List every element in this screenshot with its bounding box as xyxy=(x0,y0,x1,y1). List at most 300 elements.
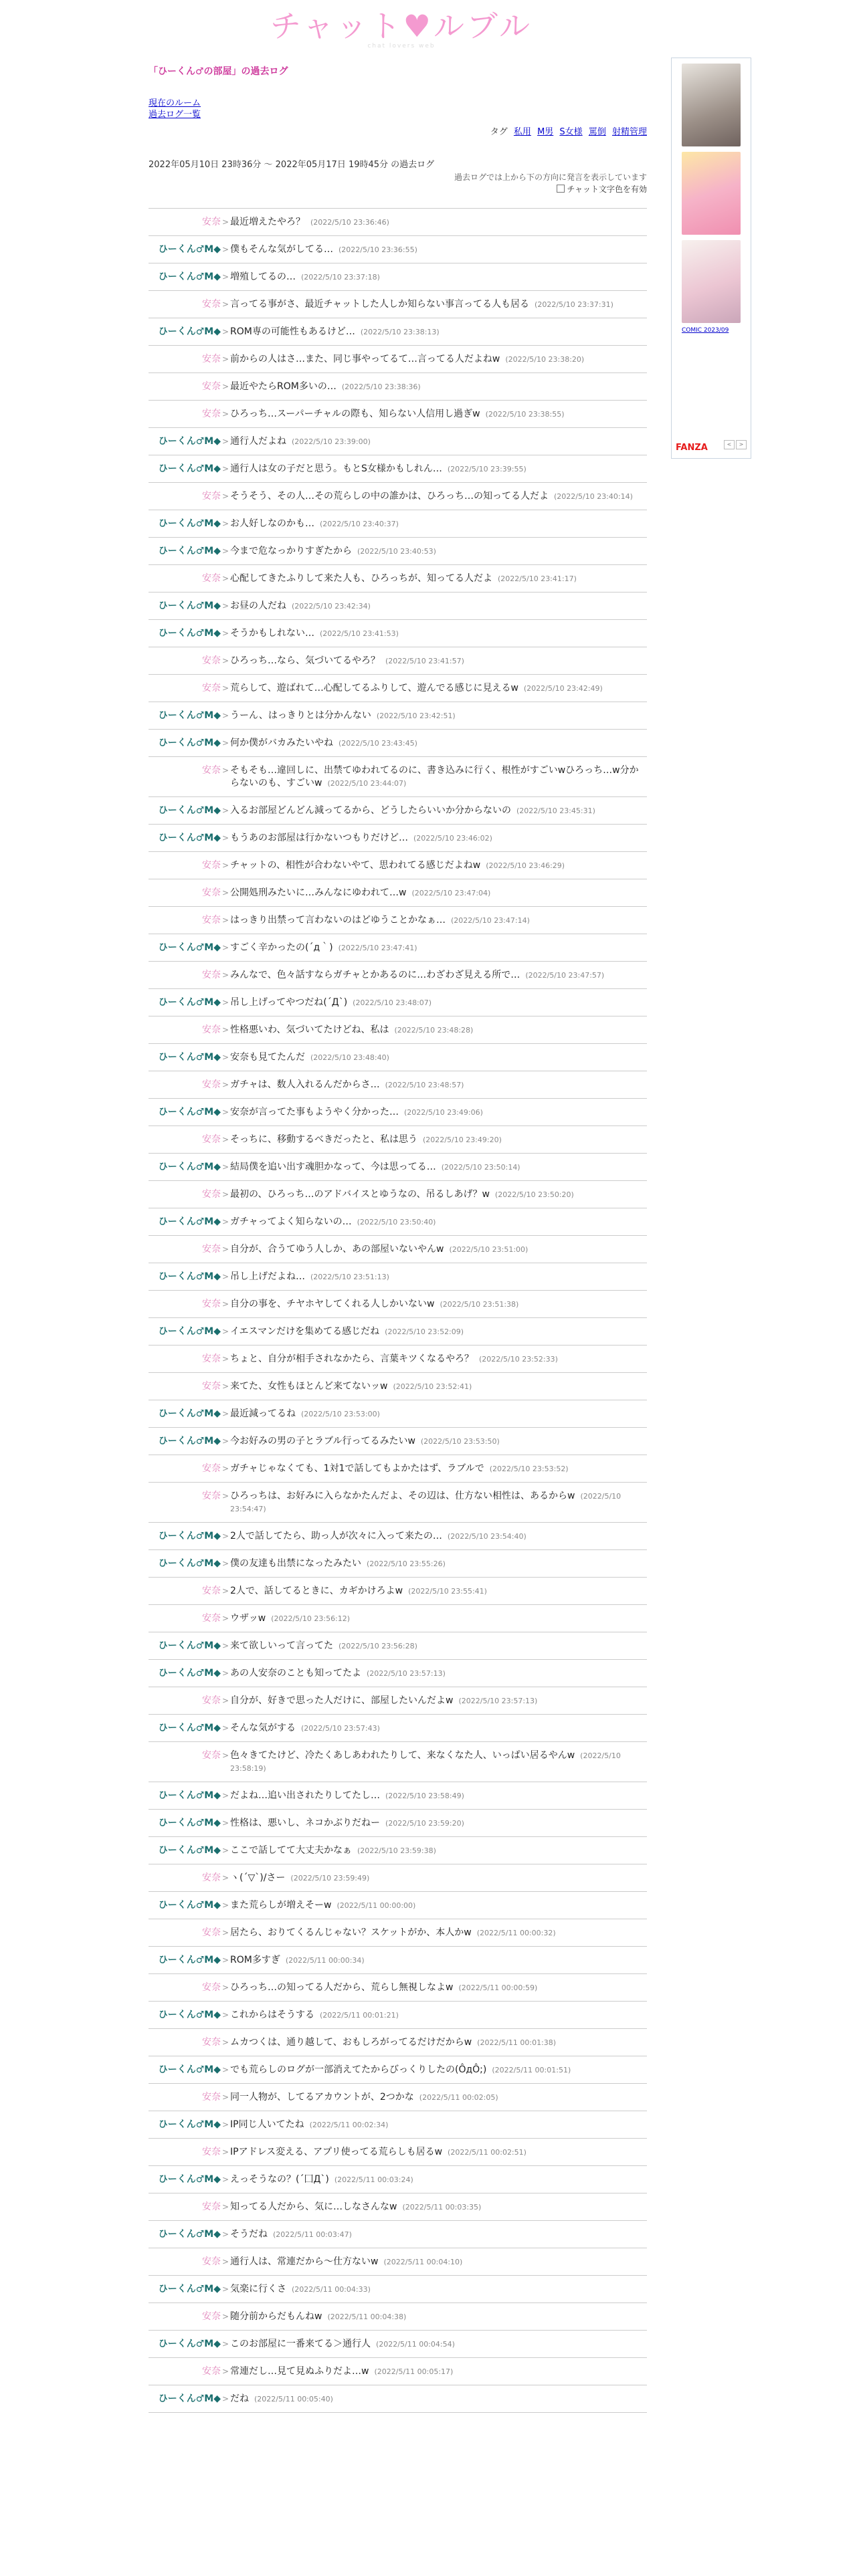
message-timestamp: (2022/5/10 23:53:50) xyxy=(420,1437,500,1446)
speaker-separator: > xyxy=(222,1080,229,1089)
message-body xyxy=(230,2283,647,2296)
ad-caption[interactable]: COMIC 2023/09 xyxy=(682,327,729,334)
message-body xyxy=(230,1640,647,1652)
speaker-separator: > xyxy=(222,1190,229,1199)
message-text: でも荒らしのログが一部消えてたからびっくりしたの(ÔдÔ;) xyxy=(230,2064,487,2075)
message-text: ガチャってよく知らないの… xyxy=(230,1216,352,1227)
message-text: だね xyxy=(230,2393,249,2404)
tag-link[interactable]: 射精管理 xyxy=(611,127,647,137)
message-body xyxy=(230,1585,647,1598)
message-text: また荒らしが増えそーw xyxy=(230,1900,332,1911)
message-timestamp: (2022/5/10 23:37:31) xyxy=(535,300,613,309)
speaker-separator: > xyxy=(222,1614,229,1623)
message-body xyxy=(230,2036,647,2049)
speaker-separator: > xyxy=(222,1409,229,1418)
speaker-separator: > xyxy=(222,1217,229,1226)
message-body xyxy=(230,737,647,750)
message-speaker: ひーくん♂M◆ xyxy=(158,805,221,816)
message-body xyxy=(230,353,647,366)
message-speaker: 安奈 xyxy=(202,2037,221,2048)
message-body xyxy=(230,1408,647,1420)
message-row xyxy=(149,263,647,291)
message-text: 最近増えたやろ？ xyxy=(230,217,305,227)
message-text: IPアドレス変える、アプリ使ってる荒らしも居るw xyxy=(230,2147,443,2157)
speaker-separator: > xyxy=(222,888,229,897)
message-timestamp: (2022/5/10 23:54:40) xyxy=(447,1532,527,1541)
message-body xyxy=(230,1612,647,1625)
speaker-separator: > xyxy=(222,1135,229,1144)
book-cover-image[interactable] xyxy=(682,64,741,146)
message-timestamp: (2022/5/10 23:42:51) xyxy=(376,712,456,720)
message-text: 2人で、話してるときに、カギかけろよw xyxy=(230,1586,403,1596)
message-timestamp: (2022/5/11 00:05:17) xyxy=(374,2367,454,2376)
message-row xyxy=(149,852,647,879)
message-row xyxy=(149,1687,647,1715)
message-timestamp: (2022/5/10 23:45:31) xyxy=(516,807,595,815)
message-row xyxy=(149,934,647,962)
message-row xyxy=(149,1864,647,1892)
message-text: 同一人物が、してるアカウントが、2つかな xyxy=(230,2092,414,2103)
message-timestamp: (2022/5/10 23:47:57) xyxy=(525,971,605,980)
message-text: 随分前からだもんねw xyxy=(230,2311,322,2322)
message-body xyxy=(230,1106,647,1119)
message-row xyxy=(149,1373,647,1400)
message-body xyxy=(230,1380,647,1393)
message-row xyxy=(149,1208,647,1236)
message-speaker: 安奈 xyxy=(202,2147,221,2157)
message-body xyxy=(230,887,647,899)
message-timestamp: (2022/5/11 00:00:00) xyxy=(337,1901,416,1910)
speaker-separator: > xyxy=(222,2202,229,2212)
message-row xyxy=(149,2193,647,2221)
message-body xyxy=(230,1051,647,1064)
message-timestamp: (2022/5/10 23:39:55) xyxy=(447,465,527,473)
message-text: ヽ(´▽`)/さー xyxy=(230,1872,286,1883)
message-speaker: ひーくん♂M◆ xyxy=(158,1436,221,1446)
message-body xyxy=(230,1530,647,1543)
message-speaker: ひーくん♂M◆ xyxy=(158,1640,221,1651)
speaker-separator: > xyxy=(222,1751,229,1760)
message-body xyxy=(230,298,647,311)
message-row xyxy=(149,2358,647,2385)
message-body xyxy=(230,1353,647,1366)
message-text: そうかもしれない… xyxy=(230,628,314,639)
message-timestamp: (2022/5/10 23:44:07) xyxy=(327,779,407,788)
speaker-separator: > xyxy=(222,1436,229,1446)
message-row xyxy=(149,428,647,455)
message-row xyxy=(149,757,647,797)
message-body xyxy=(230,969,647,982)
tag-link[interactable]: S女様 xyxy=(559,127,583,137)
message-body xyxy=(230,2146,647,2159)
message-timestamp: (2022/5/10 23:59:20) xyxy=(385,1819,464,1828)
message-text: 安奈が言ってた事もようやく分かった… xyxy=(230,1107,399,1117)
message-speaker: 安奈 xyxy=(202,491,221,502)
message-body xyxy=(230,2009,647,2022)
message-text: 常連だし…見て見ぬふりだよ…w xyxy=(230,2366,369,2377)
message-row xyxy=(149,1044,647,1071)
message-body xyxy=(230,490,647,503)
message-timestamp: (2022/5/11 00:02:05) xyxy=(419,2093,498,2102)
message-text: 吊し上げだよね… xyxy=(230,1271,305,1282)
main-content xyxy=(149,64,647,2413)
message-speaker: 安奈 xyxy=(202,683,221,693)
fanza-bar xyxy=(676,440,747,453)
speaker-separator: > xyxy=(222,2147,229,2157)
message-speaker: 安奈 xyxy=(202,1695,221,1706)
message-text: 最近減ってるね xyxy=(230,1408,296,1419)
message-body xyxy=(230,2228,647,2241)
message-body xyxy=(230,518,647,530)
message-row xyxy=(149,1483,647,1523)
message-body xyxy=(230,655,647,667)
message-text: 来て欲しいって言ってた xyxy=(230,1640,333,1651)
message-text: 前からの人はさ…また、同じ事やってるて…言ってる人だよねw xyxy=(230,354,500,364)
speaker-separator: > xyxy=(222,1641,229,1650)
message-row xyxy=(149,483,647,510)
message-row xyxy=(149,647,647,675)
speaker-separator: > xyxy=(222,943,229,952)
message-text: お人好しなのかも… xyxy=(230,518,314,529)
message-timestamp: (2022/5/11 00:01:51) xyxy=(492,2066,571,2074)
message-speaker: 安奈 xyxy=(202,1381,221,1392)
message-body xyxy=(230,1490,647,1515)
message-speaker: 安奈 xyxy=(202,2202,221,2212)
speaker-separator: > xyxy=(222,245,229,254)
message-text: 公開処刑みたいに…みんなにゆわれて…w xyxy=(230,887,407,898)
message-timestamp: (2022/5/10 23:51:38) xyxy=(440,1300,519,1309)
site-header[interactable] xyxy=(268,8,535,55)
speaker-separator: > xyxy=(222,2312,229,2321)
message-row xyxy=(149,825,647,852)
message-body xyxy=(230,1844,647,1857)
message-speaker: 安奈 xyxy=(202,887,221,898)
message-timestamp: (2022/5/10 23:52:09) xyxy=(385,1327,464,1336)
speaker-separator: > xyxy=(222,2284,229,2294)
message-speaker: ひーくん♂M◆ xyxy=(158,546,221,556)
message-timestamp: (2022/5/11 00:02:51) xyxy=(448,2148,527,2157)
book-cover-image[interactable] xyxy=(682,240,741,323)
speaker-separator: > xyxy=(222,629,229,638)
message-body xyxy=(230,408,647,421)
speaker-separator: > xyxy=(222,1053,229,1062)
message-speaker: ひーくん♂M◆ xyxy=(158,1326,221,1337)
message-timestamp: (2022/5/10 23:58:49) xyxy=(385,1792,464,1800)
message-timestamp: (2022/5/10 23:50:14) xyxy=(441,1163,520,1172)
message-body xyxy=(230,942,647,954)
speaker-separator: > xyxy=(222,437,229,446)
log-list-link[interactable]: 過去ログ一覧 xyxy=(149,110,201,120)
message-speaker: 安奈 xyxy=(202,1299,221,1309)
message-row xyxy=(149,538,647,565)
message-text: はっきり出禁って言わないのはどゆうことかなぁ… xyxy=(230,915,446,926)
message-body xyxy=(230,1954,647,1967)
message-speaker: ひーくん♂M◆ xyxy=(158,2010,221,2020)
tag-link[interactable]: 私用 xyxy=(513,127,531,137)
speaker-separator: > xyxy=(222,464,229,473)
message-speaker: ひーくん♂M◆ xyxy=(158,1818,221,1828)
message-speaker: 安奈 xyxy=(202,1613,221,1624)
ad-item[interactable] xyxy=(682,64,741,146)
message-text: 2人で話してたら、助っ人が次々に入って来たの… xyxy=(230,1531,442,1541)
message-body xyxy=(230,1790,647,1802)
log-direction-note: 過去ログでは上から下の方向に発言を表示しています xyxy=(454,173,647,182)
message-row xyxy=(149,1550,647,1578)
message-speaker: 安奈 xyxy=(202,1354,221,1364)
message-body xyxy=(230,1749,647,1775)
message-timestamp: (2022/5/10 23:58:19) xyxy=(230,1751,621,1773)
speaker-separator: > xyxy=(222,354,229,364)
message-text: 自分が、好きで思った人だけに、部屋したいんだよw xyxy=(230,1695,454,1706)
prev-arrow-icon[interactable]: < xyxy=(724,440,735,449)
message-row xyxy=(149,907,647,934)
message-text: 結局僕を追い出す魂胆かなって、今は思ってる… xyxy=(230,1162,436,1172)
checkbox-icon[interactable] xyxy=(557,185,565,193)
message-text: 性格悪いわ、気づいてたけどね、私は xyxy=(230,1025,389,1035)
message-speaker: 安奈 xyxy=(202,655,221,666)
message-text: ウザッw xyxy=(230,1613,266,1624)
message-body xyxy=(230,381,647,393)
message-speaker: ひーくん♂M◆ xyxy=(158,1790,221,1801)
message-timestamp: (2022/5/10 23:38:36) xyxy=(341,383,421,391)
message-speaker: ひーくん♂M◆ xyxy=(158,1558,221,1569)
message-speaker: 安奈 xyxy=(202,915,221,926)
speaker-separator: > xyxy=(222,1669,229,1678)
message-body xyxy=(230,832,647,845)
message-text: そっちに、移動するべきだったと、私は思う xyxy=(230,1134,417,1145)
message-speaker: ひーくん♂M◆ xyxy=(158,1845,221,1856)
message-row xyxy=(149,1523,647,1550)
message-speaker: 安奈 xyxy=(202,2366,221,2377)
chat-color-option[interactable] xyxy=(149,183,647,195)
speaker-separator: > xyxy=(222,1162,229,1172)
message-speaker: ひーくん♂M◆ xyxy=(158,1271,221,1282)
message-body xyxy=(230,2365,647,2378)
message-speaker: 安奈 xyxy=(202,860,221,871)
tag-list xyxy=(149,124,647,137)
message-row xyxy=(149,1236,647,1263)
message-timestamp: (2022/5/11 00:03:24) xyxy=(334,2175,413,2184)
message-row xyxy=(149,2111,647,2139)
speaker-separator: > xyxy=(222,1983,229,1992)
message-speaker: ひーくん♂M◆ xyxy=(158,436,221,447)
current-room-link[interactable]: 現在のルーム xyxy=(149,98,201,108)
speaker-separator: > xyxy=(222,2175,229,2184)
fanza-logo[interactable]: FANZA xyxy=(676,443,708,453)
message-speaker: 安奈 xyxy=(202,2311,221,2322)
message-speaker: ひーくん♂M◆ xyxy=(158,1107,221,1117)
message-timestamp: (2022/5/11 00:03:47) xyxy=(273,2230,352,2239)
message-body xyxy=(230,1558,647,1570)
message-timestamp: (2022/5/10 23:49:20) xyxy=(423,1136,502,1144)
message-speaker: ひーくん♂M◆ xyxy=(158,601,221,611)
message-body xyxy=(230,1271,647,1283)
site-logo[interactable]: チャット♥ルブル xyxy=(270,8,533,44)
message-body xyxy=(230,1134,647,1146)
message-body xyxy=(230,764,647,790)
message-speaker: ひーくん♂M◆ xyxy=(158,738,221,748)
message-row xyxy=(149,1715,647,1742)
speaker-separator: > xyxy=(222,546,229,556)
message-speaker: 安奈 xyxy=(202,1244,221,1255)
message-row xyxy=(149,291,647,318)
book-cover-image[interactable] xyxy=(682,152,741,235)
speaker-separator: > xyxy=(222,1586,229,1596)
message-row xyxy=(149,1810,647,1837)
message-body xyxy=(230,1325,647,1338)
speaker-separator: > xyxy=(222,861,229,870)
message-row xyxy=(149,1578,647,1605)
message-speaker: ひーくん♂M◆ xyxy=(158,710,221,721)
speaker-separator: > xyxy=(222,916,229,925)
message-text: だよね…追い出されたりしてたし… xyxy=(230,1790,380,1801)
message-body xyxy=(230,996,647,1009)
message-speaker: ひーくん♂M◆ xyxy=(158,1531,221,1541)
speaker-separator: > xyxy=(222,683,229,693)
message-timestamp: (2022/5/10 23:40:37) xyxy=(320,520,399,528)
speaker-separator: > xyxy=(222,1107,229,1117)
speaker-separator: > xyxy=(222,806,229,815)
message-body xyxy=(230,2311,647,2323)
next-arrow-icon[interactable]: > xyxy=(736,440,747,449)
message-row xyxy=(149,702,647,730)
message-row xyxy=(149,797,647,825)
message-timestamp: (2022/5/10 23:48:28) xyxy=(394,1026,474,1035)
message-speaker: ひーくん♂M◆ xyxy=(158,1216,221,1227)
message-body xyxy=(230,326,647,338)
message-speaker: 安奈 xyxy=(202,573,221,584)
message-speaker: 安奈 xyxy=(202,1982,221,1993)
message-timestamp: (2022/5/10 23:39:00) xyxy=(292,437,371,446)
message-text: 吊し上げってやつだね(´Д`) xyxy=(230,997,348,1008)
message-timestamp: (2022/5/11 00:04:10) xyxy=(383,2258,463,2266)
message-timestamp: (2022/5/10 23:42:49) xyxy=(523,684,603,693)
speaker-separator: > xyxy=(222,1928,229,1937)
message-row xyxy=(149,2056,647,2084)
message-timestamp: (2022/5/10 23:55:41) xyxy=(408,1587,487,1596)
message-row xyxy=(149,1660,647,1687)
message-timestamp: (2022/5/10 23:36:46) xyxy=(310,218,389,227)
message-timestamp: (2022/5/10 23:59:38) xyxy=(357,1846,436,1855)
message-speaker: 安奈 xyxy=(202,1872,221,1883)
speaker-separator: > xyxy=(222,272,229,282)
message-timestamp: (2022/5/10 23:54:47) xyxy=(230,1492,622,1513)
message-body xyxy=(230,682,647,695)
message-timestamp: (2022/5/10 23:47:04) xyxy=(411,889,491,897)
message-body xyxy=(230,2256,647,2268)
message-body xyxy=(230,1243,647,1256)
message-row xyxy=(149,510,647,538)
message-row xyxy=(149,1632,647,1660)
message-text: これからはそうする xyxy=(230,2010,314,2020)
tag-link[interactable]: 罵倒 xyxy=(588,127,606,137)
message-timestamp: (2022/5/10 23:43:45) xyxy=(339,739,417,748)
message-speaker: ひーくん♂M◆ xyxy=(158,463,221,474)
speaker-separator: > xyxy=(222,2257,229,2266)
message-text: ガチャじゃなくても、1対1で話してもよかたはず、ラブルで xyxy=(230,1463,484,1474)
speaker-separator: > xyxy=(222,656,229,665)
message-text: もうあのお部屋は行かないつもりだけど… xyxy=(230,833,408,843)
message-timestamp: (2022/5/10 23:57:13) xyxy=(458,1697,538,1705)
message-speaker: ひーくん♂M◆ xyxy=(158,1723,221,1733)
message-row xyxy=(149,373,647,401)
message-text: 僕の友達も出禁になったみたい xyxy=(230,1558,361,1569)
message-row xyxy=(149,455,647,483)
message-body xyxy=(230,572,647,585)
message-row xyxy=(149,1318,647,1346)
message-timestamp: (2022/5/10 23:37:18) xyxy=(301,273,380,282)
message-row xyxy=(149,1605,647,1632)
message-speaker: 安奈 xyxy=(202,409,221,419)
message-speaker: 安奈 xyxy=(202,1079,221,1090)
message-text: 安奈も見てたんだ xyxy=(230,1052,305,1063)
speaker-separator: > xyxy=(222,1559,229,1568)
speaker-separator: > xyxy=(222,217,229,227)
message-row xyxy=(149,346,647,373)
message-timestamp: (2022/5/11 00:01:21) xyxy=(320,2011,399,2020)
message-row xyxy=(149,2331,647,2358)
ad-item[interactable] xyxy=(682,152,741,235)
message-speaker: 安奈 xyxy=(202,299,221,310)
message-speaker: ひーくん♂M◆ xyxy=(158,2339,221,2349)
speaker-separator: > xyxy=(222,2120,229,2129)
message-body xyxy=(230,1667,647,1680)
message-speaker: 安奈 xyxy=(202,1491,221,1501)
message-body xyxy=(230,1024,647,1037)
message-timestamp: (2022/5/10 23:52:41) xyxy=(393,1382,472,1391)
message-body xyxy=(230,1899,647,1912)
message-body xyxy=(230,1927,647,1939)
message-timestamp: (2022/5/11 00:04:33) xyxy=(292,2285,371,2294)
tag-link[interactable]: M男 xyxy=(537,127,554,137)
message-text: 最近やたらROM多いの… xyxy=(230,381,337,392)
message-text: えっそうなの？(´囗Д`) xyxy=(230,2174,329,2185)
message-timestamp: (2022/5/10 23:51:00) xyxy=(449,1245,529,1254)
message-text: そうそう、その人…その荒らしの中の誰かは、ひろっち…の知ってる人だよ xyxy=(230,491,549,502)
speaker-separator: > xyxy=(222,2230,229,2239)
message-text: 最初の、ひろっち…のアドバイスとゆうなの、吊るしあげ？w xyxy=(230,1189,490,1200)
speaker-separator: > xyxy=(222,601,229,611)
message-timestamp: (2022/5/10 23:36:55) xyxy=(339,245,417,254)
message-body xyxy=(230,1079,647,1091)
message-body xyxy=(230,1463,647,1475)
message-timestamp: (2022/5/10 23:56:12) xyxy=(271,1614,351,1623)
message-body xyxy=(230,2338,647,2351)
speaker-separator: > xyxy=(222,519,229,528)
message-row xyxy=(149,209,647,236)
message-text: うーん、はっきりとは分かんない xyxy=(230,710,371,721)
message-text: 居たら、おりてくるんじゃない？スケットがか、本人かw xyxy=(230,1927,472,1938)
message-speaker: ひーくん♂M◆ xyxy=(158,1668,221,1679)
message-body xyxy=(230,914,647,927)
message-text: 気楽に行くさ xyxy=(230,2284,286,2294)
message-timestamp: (2022/5/10 23:55:26) xyxy=(367,1560,446,1568)
message-body xyxy=(230,1817,647,1830)
message-body xyxy=(230,1722,647,1735)
message-body xyxy=(230,1298,647,1311)
message-text: ちょと、自分が相手されなかたら、言葉キツくなるやろ？ xyxy=(230,1354,474,1364)
speaker-separator: > xyxy=(222,2092,229,2102)
message-text: IP同じ人いてたね xyxy=(230,2119,304,2130)
ad-item[interactable] xyxy=(682,240,741,334)
message-row xyxy=(149,1181,647,1208)
message-row xyxy=(149,989,647,1016)
speaker-separator: > xyxy=(222,1901,229,1910)
message-speaker: 安奈 xyxy=(202,217,221,227)
message-speaker: 安奈 xyxy=(202,1586,221,1596)
speaker-separator: > xyxy=(222,711,229,720)
message-timestamp: (2022/5/10 23:53:00) xyxy=(301,1410,380,1418)
